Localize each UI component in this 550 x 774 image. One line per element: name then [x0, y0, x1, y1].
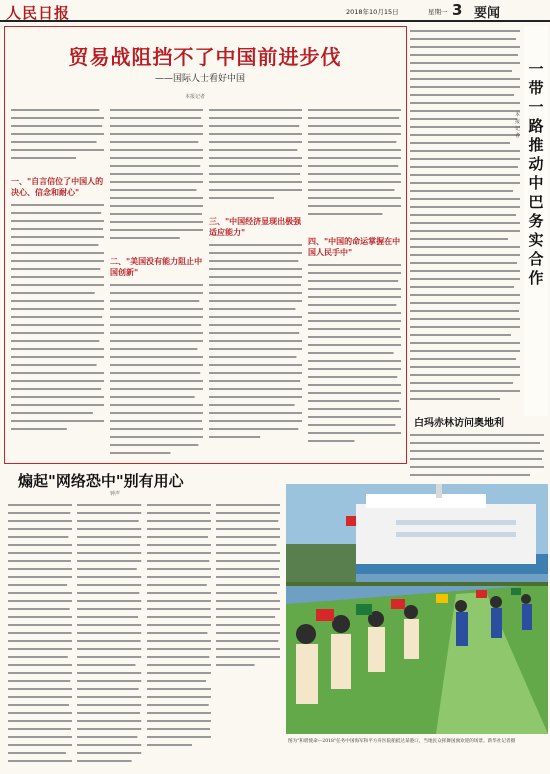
feature-column-3 [209, 107, 302, 457]
newspaper-logo: 人民日报 [6, 4, 71, 22]
body-text [308, 262, 401, 456]
body-text [11, 107, 104, 171]
body-text [77, 500, 141, 768]
commentary-column-1 [8, 500, 72, 768]
body-text [209, 242, 302, 446]
commentary-column-2 [77, 500, 141, 768]
feature-column-4 [308, 107, 401, 457]
body-text [308, 107, 401, 231]
masthead [0, 0, 550, 22]
issue-weekday: 星期一 [428, 8, 448, 16]
commentary-headline: 煽起"网络恐中"别有用心 [18, 472, 184, 490]
issue-date: 2018年10月15日 [346, 8, 399, 16]
photo-illustration [286, 484, 548, 734]
side-story-body [410, 430, 546, 484]
feature-headline: 贸易战阻挡不了中国前进步伐 [68, 45, 342, 69]
body-text [110, 107, 203, 251]
feature-columns [11, 107, 401, 457]
feature-byline: 本报记者 [185, 94, 206, 100]
side-article-belt-road [410, 26, 522, 412]
body-text [410, 26, 522, 412]
commentary-column-4 [216, 500, 280, 768]
body-text [11, 202, 104, 436]
feature-article [4, 26, 407, 464]
body-text [216, 500, 280, 768]
feature-column-1 [11, 107, 104, 457]
news-photo [286, 484, 548, 734]
commentary-byline: 钟声 [110, 491, 121, 497]
vertical-headline: 一带一路推动中巴务实合作 [528, 60, 544, 287]
feature-subhead: ——国际人士看好中国 [155, 74, 246, 84]
body-text [410, 430, 546, 484]
photo-caption: 图为"和谐使命—2018"任务中国海军和平方舟医院船抵达某港口，当地民众挥舞国旗欢迎的场景。新华社记者摄 [288, 739, 516, 744]
body-text [209, 107, 302, 211]
feature-subhead-4: 四、"中国的命运掌握在中国人民手中" [308, 236, 401, 258]
commentary-columns [8, 500, 280, 768]
vertical-byline: 本报记者 [514, 112, 520, 139]
side-story-title: 白玛赤林访问奥地利 [414, 418, 504, 429]
feature-subhead-1: 一、"自言信位了中国人的决心、信念和耐心" [11, 176, 104, 198]
feature-column-2 [110, 107, 203, 457]
body-text [110, 282, 203, 457]
body-text [147, 500, 211, 768]
feature-subhead-3: 三、"中国经济显现出极强适应能力" [209, 216, 302, 238]
section-name: 要闻 [474, 6, 501, 21]
page-number: 3 [452, 1, 463, 19]
feature-subhead-2: 二、"美国没有能力阻止中国创新" [110, 256, 203, 278]
body-text [8, 500, 72, 768]
commentary-column-3 [147, 500, 211, 768]
